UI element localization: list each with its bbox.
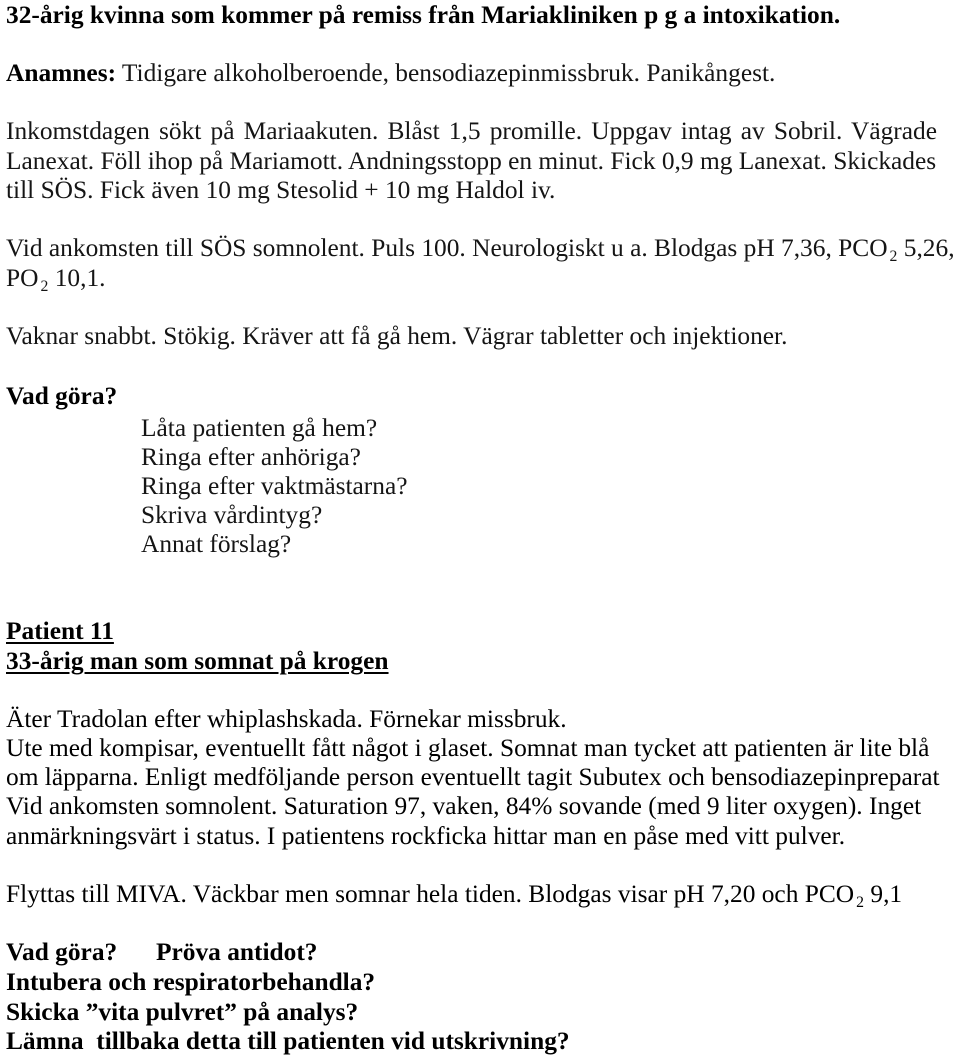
question-label: Vad göra?	[6, 382, 118, 410]
option-item: Ringa efter anhöriga?	[141, 443, 361, 471]
case-2-title	[6, 646, 389, 676]
po2-value: 10,1.	[54, 264, 106, 292]
history-line: Ute med kompisar, eventuellt fått något i glaset. Somnat man tycket att patienten är lite blå	[6, 734, 930, 762]
patient-label	[6, 616, 114, 646]
case-1-heading: 32-årig kvinna som kommer på remiss från Mariakliniken p g a intoxikation.	[6, 1, 841, 29]
option-item: Ringa efter vaktmästarna?	[141, 472, 408, 500]
history-line: om läpparna. Enligt medföljande person eventuellt tagit Subutex och bensodiazepinpreparat	[6, 763, 940, 791]
transfer-line	[6, 879, 902, 909]
history-line: anmärkningsvärt i status. I patientens rockficka hittar man en påse med vitt pulver.	[6, 822, 846, 850]
history-line: Inkomstdagen sökt på Mariaakuten. Blåst 1,5 promille. Uppgav intag av Sobril. Vägrade	[6, 117, 937, 145]
history-line: Vid ankomsten somnolent. Saturation 97, vaken, 84% sovande (med 9 liter oxygen). Inget	[6, 792, 922, 820]
patient-label-text: Patient 11	[6, 617, 114, 645]
pco2-value: 9,1	[870, 880, 903, 908]
history-line: till SÖS. Fick även 10 mg Stesolid + 10 mg Haldol iv.	[6, 176, 556, 204]
po2-subscript: 2	[40, 277, 49, 295]
anamnesis-label: Anamnes:	[6, 59, 117, 87]
anamnesis-line	[6, 58, 775, 88]
transfer-text: Flyttas till MIVA. Väckbar men somnar hela tiden. Blodgas visar pH 7,20 och PCO	[6, 880, 855, 908]
arrival-line	[6, 263, 105, 293]
question-item: Intubera och respiratorbehandla?	[6, 968, 376, 996]
history-line: Äter Tradolan efter whiplashskada. Förnekar missbruk.	[6, 705, 567, 733]
case-2-title-text: 33-årig man som somnat på krogen	[6, 647, 389, 675]
anamnesis-text: Tidigare alkoholberoende, bensodiazepinmissbruk. Panikångest.	[121, 59, 776, 87]
arrival-text: Vid ankomsten till SÖS somnolent. Puls 100. Neurologiskt u a. Blodgas pH 7,36, PCO	[6, 234, 888, 262]
po2-label: PO	[6, 264, 39, 292]
history-line: Lanexat. Föll ihop på Mariamott. Andningsstopp en minut. Fick 0,9 mg Lanexat. Skickades	[6, 147, 937, 175]
question-item: Lämna tillbaka detta till patienten vid utskrivning?	[6, 1027, 570, 1055]
option-item: Låta patienten gå hem?	[141, 414, 378, 442]
option-item: Skriva vårdintyg?	[141, 501, 323, 529]
arrival-line	[6, 233, 955, 263]
pco2-subscript: 2	[856, 893, 865, 911]
course-line: Vaknar snabbt. Stökig. Kräver att få gå hem. Vägrar tabletter och injektioner.	[6, 322, 788, 350]
pco2-subscript: 2	[889, 247, 898, 265]
option-item: Annat förslag?	[141, 530, 292, 558]
question-item: Skicka ”vita pulvret” på analys?	[6, 998, 359, 1026]
question-label: Vad göra?	[6, 938, 118, 966]
pco2-value: 5,26,	[903, 234, 955, 262]
question-item: Pröva antidot?	[156, 938, 318, 966]
